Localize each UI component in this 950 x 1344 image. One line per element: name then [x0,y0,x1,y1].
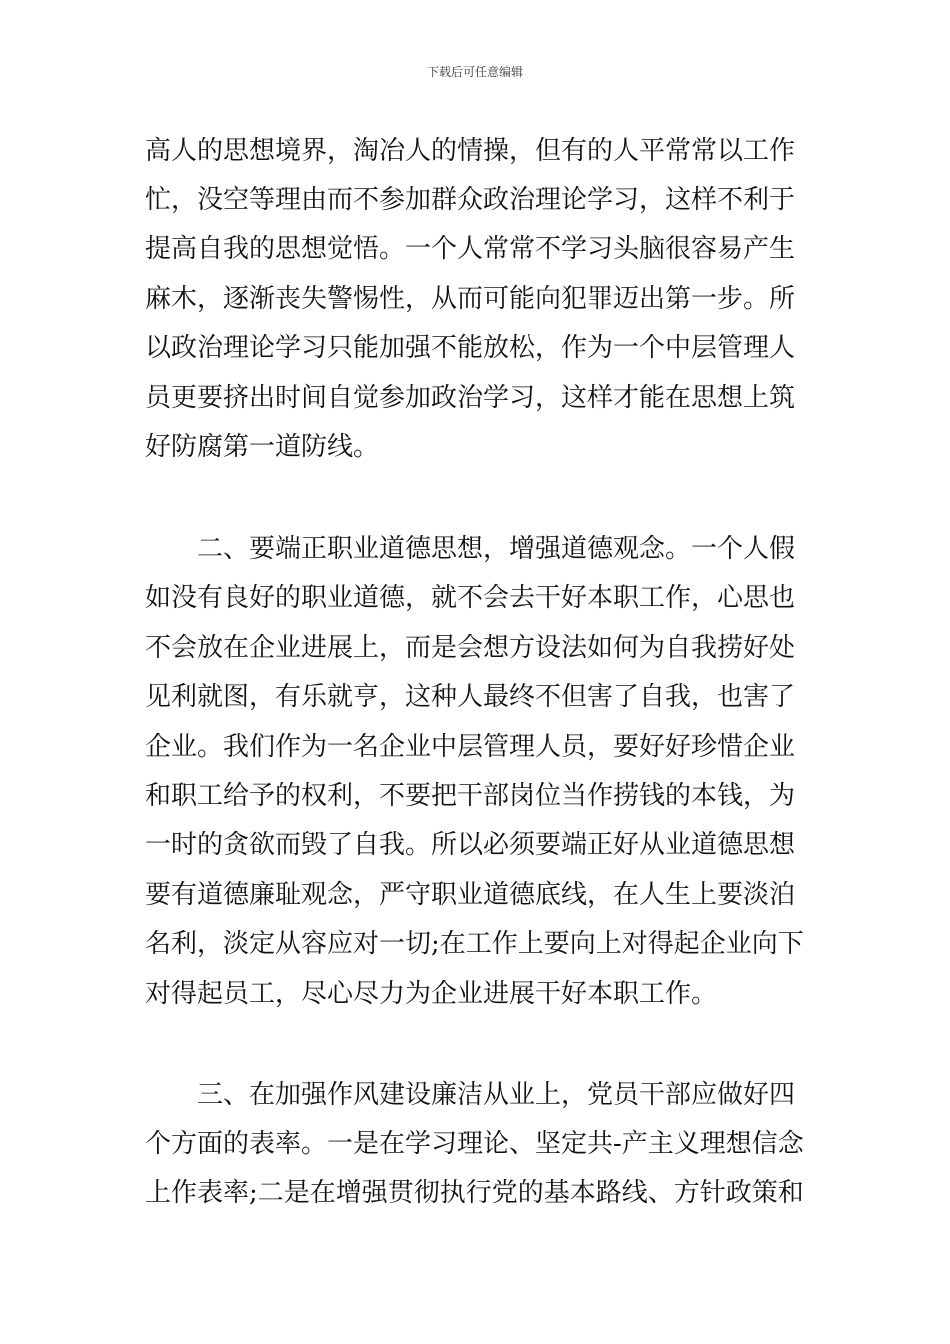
paragraph-1-line-4: 麻木，逐渐丧失警惕性，从而可能向犯罪迈出第一步。所 [145,284,796,314]
paragraph-3-line-3: 上作表率;二是在增强贯彻执行党的基本路线、方针政策和 [145,1178,804,1208]
paragraph-2-line-10: 对得起员工，尽心尽力为企业进展干好本职工作。 [145,979,718,1009]
paragraph-1-line-7: 好防腐第一道防线。 [145,432,380,462]
paragraph-2-line-3: 不会放在企业进展上，而是会想方设法如何为自我捞好处 [145,633,796,663]
paragraph-3-line-2: 个方面的表率。一是在学习理论、坚定共-产主义理想信念 [145,1129,804,1159]
paragraph-1-line-2: 忙，没空等理由而不参加群众政治理论学习，这样不利于 [145,185,796,215]
paragraph-1-line-6: 员更要挤出时间自觉参加政治学习，这样才能在思想上筑 [145,383,796,413]
paragraph-2-line-4: 见利就图，有乐就亨，这种人最终不但害了自我，也害了 [145,682,796,712]
paragraph-1-line-1: 高人的思想境界，淘冶人的情操，但有的人平常常以工作 [145,136,796,166]
paragraph-2-line-5: 企业。我们作为一名企业中层管理人员，要好好珍惜企业 [145,732,796,762]
paragraph-2-line-7: 一时的贪欲而毁了自我。所以必须要端正好从业道德思想 [145,830,796,860]
paragraph-2-line-2: 如没有良好的职业道德，就不会去干好本职工作，心思也 [145,583,796,613]
page-header: 下载后可任意编辑 [426,65,523,79]
paragraph-2-line-6: 和职工给予的权利，不要把干部岗位当作捞钱的本钱，为 [145,781,796,811]
paragraph-1-line-5: 以政治理论学习只能加强不能放松，作为一个中层管理人 [145,333,796,363]
paragraph-2-line-8: 要有道德廉耻观念，严守职业道德底线，在人生上要淡泊 [145,880,796,910]
paragraph-2-line-1: 二、要端正职业道德思想，增强道德观念。一个人假 [145,534,796,564]
paragraph-2-line-9: 名利，淡定从容应对一切;在工作上要向上对得起企业向下 [145,929,804,959]
paragraph-3-line-1: 三、在加强作风建设廉洁从业上，党员干部应做好四 [145,1080,796,1110]
paragraph-1-line-3: 提高自我的思想觉悟。一个人常常不学习头脑很容易产生 [145,234,796,264]
